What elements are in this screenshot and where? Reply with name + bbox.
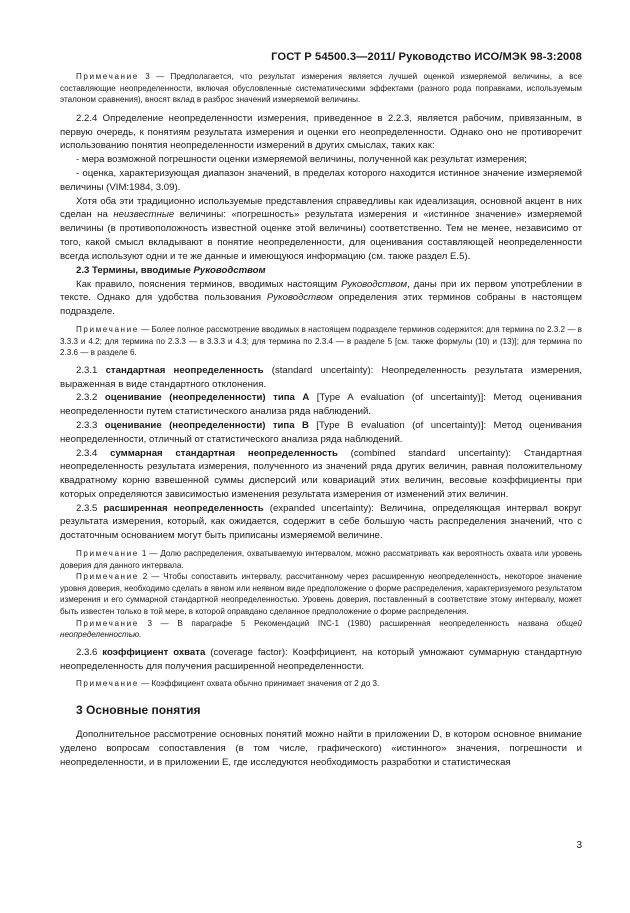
term-2-3-4: 2.3.4 суммарная стандартная неопределенность (combined standard uncertainty): Стандартная неопределенность результата измерения, полученного из значений ряда других величин, равная положительному квадратному корню взвешенной суммы дисперсий или ковариаций этих величин, весовые коэффициенты при которых определяются зависимостью изменения результата измерения от изменений этих величин. (60, 447, 582, 500)
note-2-3-5-2: Примечание 2 — Чтобы сопоставить интервалу, рассчитанному через расширенную неопределенность, некоторое значение уровня доверия, необходимо сделать в явном или неявном виде предположение о форме распределения, характеризуемого результатом измерения и его суммарной стандартной неопределенностью. Уровень доверия, поставленный в соответствие этому интервалу, может быть известен только в той мере, в которой оправдано сделанное предположение о форме распределения. (60, 572, 582, 617)
section-2-3-heading: 2.3 Термины, вводимые Руководством (76, 264, 266, 276)
note-2-3-5-3: Примечание 3 — В параграфе 5 Рекомендаций INC-1 (1980) расширенная неопределенность названа общей неопределенностью. (60, 618, 582, 640)
page-number: 3 (576, 840, 582, 851)
term-2-3-5: 2.3.5 расширенная неопределенность (expanded uncertainty): Величина, определяющая интервал вокруг результата измерения, который, как ожидается, содержит в себе большую часть распределения значений, что с достаточным основанием могут быть приписаны измеряемой величине. (60, 502, 582, 542)
term-2-3-6: 2.3.6 коэффициент охвата (coverage factor): Коэффициент, на который умножают суммарную стандартную неопределенность для получения расширенной неопределенности. (60, 646, 582, 672)
list-item-1: - мера возможной погрешности оценки измеряемой величины, полученной как результат измерения; (76, 154, 527, 166)
document-header: ГОСТ Р 54500.3—2011/ Руководство ИСО/МЭК 98-3:2008 (271, 51, 582, 63)
paragraph-2-3: Как правило, пояснения терминов, вводимых настоящим Руководством, даны при их первом употреблении в тексте. Однако для удобства пользования Руководством определения этих терминов собраны в настоящем подразделе. (60, 278, 583, 318)
list-item-2: - оценка, характеризующая диапазон значений, в пределах которого находится истинное значение измеряемой величины (VIM:1984, 3.09). (60, 167, 582, 193)
note-2-3: Примечание — Более полное рассмотрение вводимых в настоящем подразделе терминов содержится: для термина по 2.3.2 — в 3.3.3 и 4.2; для термина по 2.3.3 — в 3.3.3 и 4.3; для термина по 2.3.4 — в разделе 5 [см. также формулы (10) и (13)]; для термина по 2.3.6 — в разделе 6. (60, 324, 582, 358)
note-label: Примечание (76, 72, 139, 81)
note-2-3-6: Примечание — Коэффициент охвата обычно принимает значения от 2 до 3. (76, 679, 380, 689)
paragraph-2-2-4: 2.2.4 Определение неопределенности измерения, приведенное в 2.2.3, является рабочим, привязанным, в первую очередь, к понятиям результата измерения и оценки его неопределенности. Однако оно не противоречит использованию понятия неопределенности измерений в других смыслах, таких как: (60, 112, 582, 152)
note-text: 3 — Предполагается, что результат измерения является лучшей оценкой измеряемой величины, а все составляющие неопределенности, включая обусловленные систематическими эффектами (разного рода поправками, используемым эталоном сравнения), вносят вклад в разброс значений измеряемой величины. (60, 72, 582, 105)
section-3-heading: 3 Основные понятия (76, 703, 201, 718)
term-2-3-2: 2.3.2 оценивание (неопределенности) типа А [Type A evaluation (of uncertainty)]: Метод оценивания неопределенности путем статистического анализа ряда наблюдений. (60, 392, 582, 418)
note-3 (60, 71, 582, 106)
note-2-3-5-1: Примечание 1 — Долю распределения, охватываемую интервалом, можно рассматривать как вероятность охвата или уровень доверия для данного интервала. (60, 549, 582, 570)
section-3-paragraph: Дополнительное рассмотрение основных понятий можно найти в приложении D, в котором основное внимание уделено вопросам сопоставления (в том числе, графического) «истинного» значения, погрешности и неопределенности, и в приложении Е, где исследуются необходимость разработки и статистическая (60, 729, 582, 768)
page-body (60, 71, 582, 769)
term-2-3-1: 2.3.1 стандартная неопределенность (standard uncertainty): Неопределенность результата измерения, выраженная в виде стандартного отклонения. (60, 364, 582, 390)
term-2-3-3: 2.3.3 оценивание (неопределенности) типа В [Type B evaluation (of uncertainty)]: Метод оценивания неопределенности, отличный от статистического анализа ряда наблюдений. (60, 419, 582, 445)
paragraph-both-representations: Хотя оба эти традиционно используемые представления справедливы как идеализация, основной акцент в них сделан на неизвестные величины: «погрешность» результата измерения и «истинное значение» измеряемой величины (в противоположность известной оценке этой величины) соответственно. Тем не менее, независимо от того, какой смысл вкладывают в понятие неопределенности, для оценивания составляющей неопределенности всегда используют одни и те же данные и имеющуюся информацию (см. также раздел Е.5). (60, 195, 582, 262)
